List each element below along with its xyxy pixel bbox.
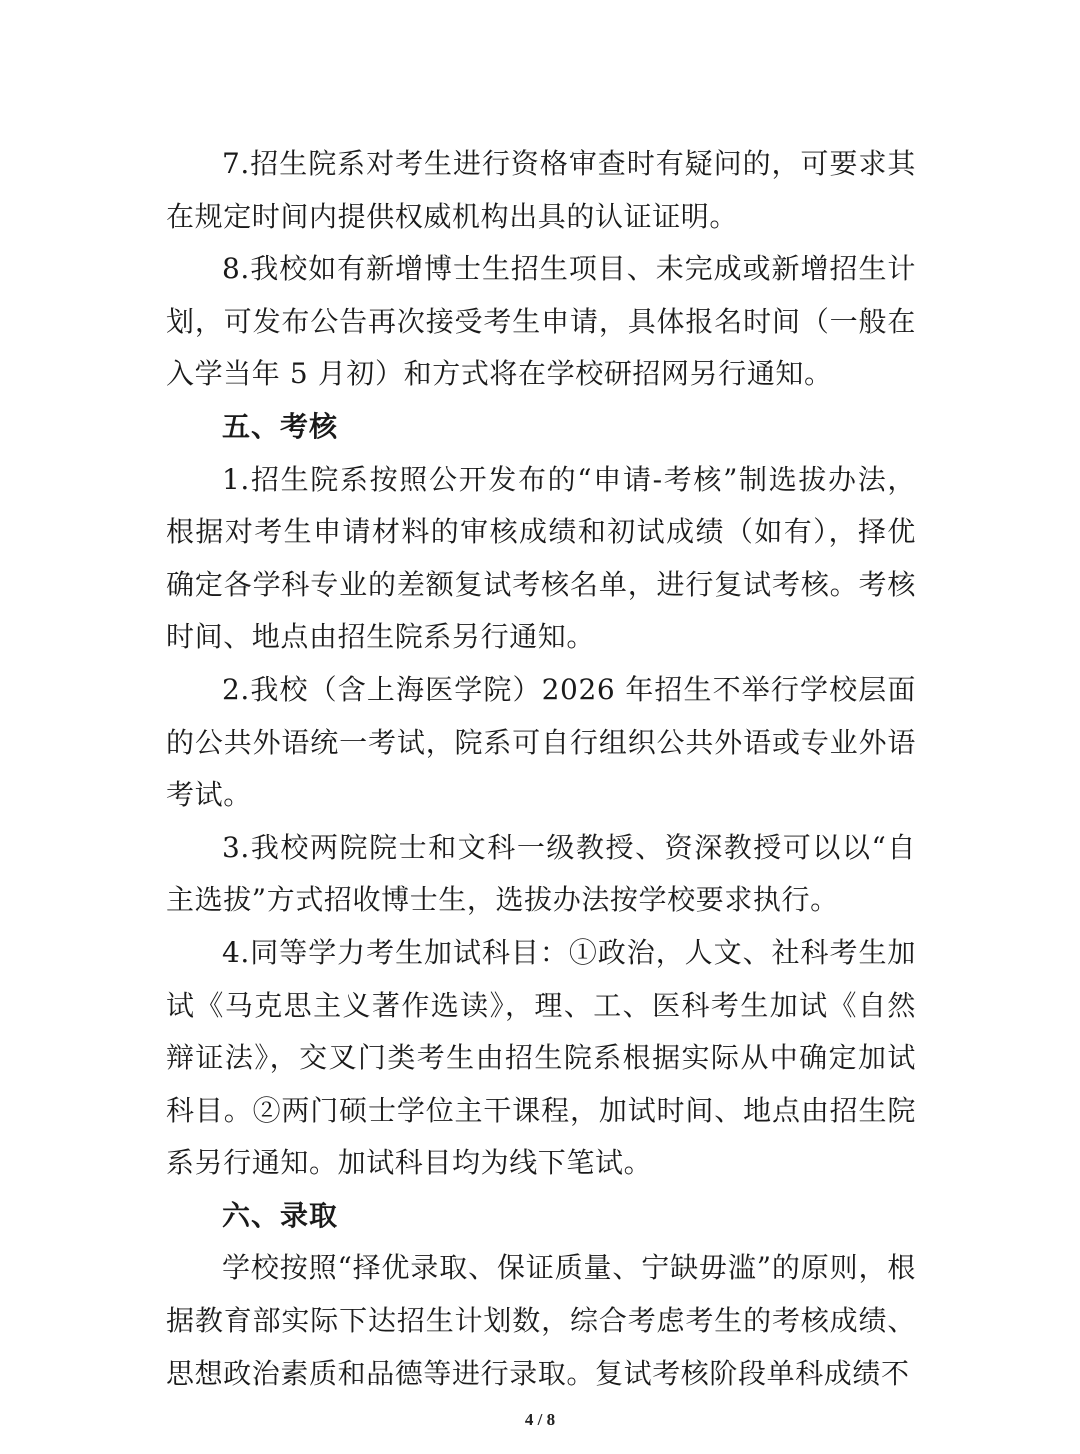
paragraph-item-7: 7.招生院系对考生进行资格审查时有疑问的，可要求其在规定时间内提供权威机构出具的认证证明。 [166, 147, 916, 233]
paragraph-assessment-2: 2.我校（含上海医学院）2026 年招生不举行学校层面的公共外语统一考试，院系可自行组织公共外语或专业外语考试。 [166, 672, 916, 812]
paragraph-item-8: 8.我校如有新增博士生招生项目、未完成或新增招生计划，可发布公告再次接受考生申请，具体报名时间（一般在入学当年 5 月初）和方式将在学校研招网另行通知。 [166, 252, 916, 391]
section-heading-assessment: 五、考核 [222, 409, 339, 443]
paragraph-assessment-3: 3.我校两院院士和文科一级教授、资深教授可以以“自主选拔”方式招收博士生，选拔办法按学校要求执行。 [166, 830, 916, 917]
document-body [166, 138, 916, 1400]
paragraph-assessment-4: 4.同等学力考生加试科目：①政治，人文、社科考生加试《马克思主义著作选读》，理、工、医科考生加试《自然辩证法》，交叉门类考生由招生院系根据实际从中确定加试科目。②两门硕士学位主干课程，加试时间、地点由招生院系另行通知。加试科目均为线下笔试。 [166, 935, 916, 1180]
paragraph-admission-1: 学校按照“择优录取、保证质量、宁缺毋滥”的原则，根据教育部实际下达招生计划数，综合考虑考生的考核成绩、思想政治素质和品德等进行录取。复试考核阶段单科成绩不 [166, 1251, 916, 1390]
paragraph-assessment-1: 1.招生院系按照公开发布的“申请-考核”制选拔办法，根据对考生申请材料的审核成绩和初试成绩（如有），择优确定各学科专业的差额复试考核名单，进行复试考核。考核时间、地点由招生院系另行通知。 [166, 462, 916, 654]
page-number: 4 / 8 [524, 1410, 556, 1429]
section-heading-admission: 六、录取 [222, 1198, 339, 1232]
